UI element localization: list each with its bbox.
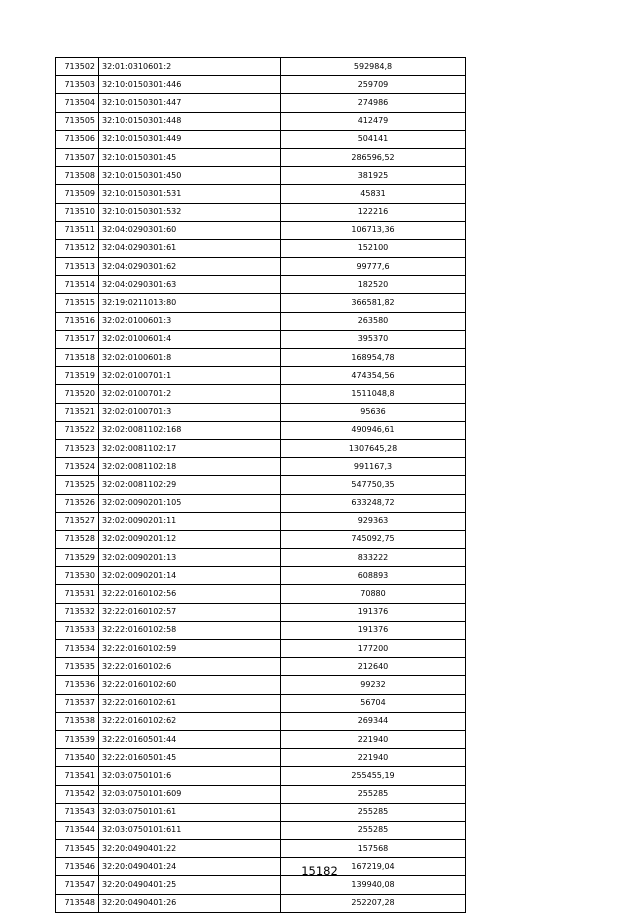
table-row xyxy=(56,749,466,767)
value-cell: 263580 xyxy=(281,312,466,330)
value-cell: 168954,78 xyxy=(281,349,466,367)
table-row xyxy=(56,621,466,639)
value-cell: 381925 xyxy=(281,167,466,185)
value-cell: 221940 xyxy=(281,730,466,748)
row-id-cell: 713545 xyxy=(56,840,99,858)
table-row xyxy=(56,130,466,148)
row-id-cell: 713533 xyxy=(56,621,99,639)
row-id-cell: 713535 xyxy=(56,658,99,676)
table-row xyxy=(56,785,466,803)
value-cell: 366581,82 xyxy=(281,294,466,312)
value-cell: 608893 xyxy=(281,567,466,585)
table-row xyxy=(56,203,466,221)
row-id-cell: 713504 xyxy=(56,94,99,112)
table-row xyxy=(56,530,466,548)
table-row xyxy=(56,567,466,585)
row-id-cell: 713534 xyxy=(56,640,99,658)
row-id-cell: 713527 xyxy=(56,512,99,530)
cadastral-number-cell: 32:04:0290301:60 xyxy=(99,221,281,239)
value-cell: 139940,08 xyxy=(281,876,466,894)
value-cell: 182520 xyxy=(281,276,466,294)
table-row xyxy=(56,821,466,839)
page-number: 15182 xyxy=(301,864,338,878)
cadastral-number-cell: 32:20:0490401:25 xyxy=(99,876,281,894)
cadastral-number-cell: 32:02:0081102:17 xyxy=(99,439,281,457)
row-id-cell: 713511 xyxy=(56,221,99,239)
table-row xyxy=(56,712,466,730)
row-id-cell: 713524 xyxy=(56,458,99,476)
value-cell: 259709 xyxy=(281,76,466,94)
table-row xyxy=(56,385,466,403)
cadastral-number-cell: 32:10:0150301:448 xyxy=(99,112,281,130)
value-cell: 1307645,28 xyxy=(281,439,466,457)
row-id-cell: 713540 xyxy=(56,749,99,767)
cadastral-number-cell: 32:03:0750101:609 xyxy=(99,785,281,803)
row-id-cell: 713547 xyxy=(56,876,99,894)
value-cell: 474354,56 xyxy=(281,367,466,385)
value-cell: 395370 xyxy=(281,330,466,348)
row-id-cell: 713522 xyxy=(56,421,99,439)
value-cell: 177200 xyxy=(281,640,466,658)
value-cell: 1511048,8 xyxy=(281,385,466,403)
row-id-cell: 713519 xyxy=(56,367,99,385)
row-id-cell: 713544 xyxy=(56,821,99,839)
table-row xyxy=(56,439,466,457)
value-cell: 991167,3 xyxy=(281,458,466,476)
value-cell: 252207,28 xyxy=(281,894,466,912)
row-id-cell: 713536 xyxy=(56,676,99,694)
cadastral-number-cell: 32:22:0160501:44 xyxy=(99,730,281,748)
row-id-cell: 713548 xyxy=(56,894,99,912)
value-cell: 106713,36 xyxy=(281,221,466,239)
cadastral-number-cell: 32:22:0160102:56 xyxy=(99,585,281,603)
value-cell: 255455,19 xyxy=(281,767,466,785)
table-row xyxy=(56,585,466,603)
cadastral-number-cell: 32:20:0490401:26 xyxy=(99,894,281,912)
row-id-cell: 713514 xyxy=(56,276,99,294)
row-id-cell: 713503 xyxy=(56,76,99,94)
value-cell: 45831 xyxy=(281,185,466,203)
table-row xyxy=(56,640,466,658)
table-row xyxy=(56,312,466,330)
value-cell: 504141 xyxy=(281,130,466,148)
table-row xyxy=(56,694,466,712)
table-row xyxy=(56,58,466,76)
cadastral-number-cell: 32:02:0081102:29 xyxy=(99,476,281,494)
table-row xyxy=(56,658,466,676)
row-id-cell: 713520 xyxy=(56,385,99,403)
table-row xyxy=(56,512,466,530)
table-row xyxy=(56,294,466,312)
row-id-cell: 713517 xyxy=(56,330,99,348)
value-cell: 99232 xyxy=(281,676,466,694)
table-row xyxy=(56,185,466,203)
cadastral-number-cell: 32:02:0081102:18 xyxy=(99,458,281,476)
row-id-cell: 713525 xyxy=(56,476,99,494)
value-cell: 269344 xyxy=(281,712,466,730)
row-id-cell: 713528 xyxy=(56,530,99,548)
table-row xyxy=(56,276,466,294)
cadastral-number-cell: 32:20:0490401:22 xyxy=(99,840,281,858)
row-id-cell: 713538 xyxy=(56,712,99,730)
cadastral-number-cell: 32:22:0160102:62 xyxy=(99,712,281,730)
value-cell: 157568 xyxy=(281,840,466,858)
table-row xyxy=(56,367,466,385)
table-row xyxy=(56,803,466,821)
value-cell: 191376 xyxy=(281,621,466,639)
table-row xyxy=(56,767,466,785)
cadastral-number-cell: 32:02:0081102:168 xyxy=(99,421,281,439)
table-row xyxy=(56,148,466,166)
cadastral-number-cell: 32:02:0090201:13 xyxy=(99,549,281,567)
row-id-cell: 713529 xyxy=(56,549,99,567)
cadastral-number-cell: 32:03:0750101:61 xyxy=(99,803,281,821)
table-row xyxy=(56,876,466,894)
row-id-cell: 713506 xyxy=(56,130,99,148)
row-id-cell: 713509 xyxy=(56,185,99,203)
table-row xyxy=(56,167,466,185)
cadastral-number-cell: 32:22:0160102:61 xyxy=(99,694,281,712)
row-id-cell: 713541 xyxy=(56,767,99,785)
row-id-cell: 713526 xyxy=(56,494,99,512)
cadastral-number-cell: 32:03:0750101:6 xyxy=(99,767,281,785)
table-row xyxy=(56,476,466,494)
value-cell: 221940 xyxy=(281,749,466,767)
row-id-cell: 713543 xyxy=(56,803,99,821)
row-id-cell: 713523 xyxy=(56,439,99,457)
cadastral-number-cell: 32:04:0290301:62 xyxy=(99,258,281,276)
table-row xyxy=(56,258,466,276)
cadastral-number-cell: 32:10:0150301:447 xyxy=(99,94,281,112)
cadastral-number-cell: 32:02:0100701:1 xyxy=(99,367,281,385)
value-cell: 255285 xyxy=(281,821,466,839)
cadastral-number-cell: 32:10:0150301:45 xyxy=(99,148,281,166)
value-cell: 122216 xyxy=(281,203,466,221)
cadastral-number-cell: 32:10:0150301:446 xyxy=(99,76,281,94)
cadastral-number-cell: 32:22:0160102:58 xyxy=(99,621,281,639)
cadastral-number-cell: 32:10:0150301:450 xyxy=(99,167,281,185)
cadastral-number-cell: 32:02:0090201:14 xyxy=(99,567,281,585)
value-cell: 929363 xyxy=(281,512,466,530)
row-id-cell: 713530 xyxy=(56,567,99,585)
table-row xyxy=(56,421,466,439)
cadastral-number-cell: 32:10:0150301:531 xyxy=(99,185,281,203)
cadastral-number-cell: 32:04:0290301:63 xyxy=(99,276,281,294)
value-cell: 274986 xyxy=(281,94,466,112)
row-id-cell: 713507 xyxy=(56,148,99,166)
value-cell: 212640 xyxy=(281,658,466,676)
cadastral-number-cell: 32:02:0090201:12 xyxy=(99,530,281,548)
row-id-cell: 713512 xyxy=(56,239,99,257)
table-row xyxy=(56,494,466,512)
cadastral-number-cell: 32:01:0310601:2 xyxy=(99,58,281,76)
value-cell: 56704 xyxy=(281,694,466,712)
value-cell: 70880 xyxy=(281,585,466,603)
table-row xyxy=(56,221,466,239)
row-id-cell: 713515 xyxy=(56,294,99,312)
table-row xyxy=(56,458,466,476)
cadastral-number-cell: 32:22:0160102:59 xyxy=(99,640,281,658)
row-id-cell: 713502 xyxy=(56,58,99,76)
cadastral-value-table xyxy=(55,57,466,913)
value-cell: 286596,52 xyxy=(281,148,466,166)
cadastral-number-cell: 32:03:0750101:611 xyxy=(99,821,281,839)
table-row xyxy=(56,239,466,257)
row-id-cell: 713539 xyxy=(56,730,99,748)
cadastral-number-cell: 32:02:0100601:8 xyxy=(99,349,281,367)
cadastral-number-cell: 32:20:0490401:24 xyxy=(99,858,281,876)
value-cell: 255285 xyxy=(281,803,466,821)
row-id-cell: 713505 xyxy=(56,112,99,130)
table-row xyxy=(56,330,466,348)
row-id-cell: 713531 xyxy=(56,585,99,603)
cadastral-number-cell: 32:22:0160501:45 xyxy=(99,749,281,767)
table-row xyxy=(56,112,466,130)
value-cell: 547750,35 xyxy=(281,476,466,494)
value-cell: 167219,04 xyxy=(281,858,466,876)
row-id-cell: 713516 xyxy=(56,312,99,330)
cadastral-number-cell: 32:19:0211013:80 xyxy=(99,294,281,312)
cadastral-number-cell: 32:10:0150301:449 xyxy=(99,130,281,148)
row-id-cell: 713513 xyxy=(56,258,99,276)
cadastral-number-cell: 32:02:0100701:2 xyxy=(99,385,281,403)
row-id-cell: 713521 xyxy=(56,403,99,421)
cadastral-number-cell: 32:02:0090201:105 xyxy=(99,494,281,512)
value-cell: 95636 xyxy=(281,403,466,421)
row-id-cell: 713508 xyxy=(56,167,99,185)
value-cell: 592984,8 xyxy=(281,58,466,76)
table-row xyxy=(56,676,466,694)
table-row xyxy=(56,603,466,621)
value-cell: 490946,61 xyxy=(281,421,466,439)
table-row xyxy=(56,894,466,912)
table-body xyxy=(56,58,466,913)
cadastral-number-cell: 32:02:0100601:4 xyxy=(99,330,281,348)
cadastral-number-cell: 32:02:0100601:3 xyxy=(99,312,281,330)
cadastral-number-cell: 32:10:0150301:532 xyxy=(99,203,281,221)
cadastral-number-cell: 32:22:0160102:57 xyxy=(99,603,281,621)
cadastral-number-cell: 32:02:0100701:3 xyxy=(99,403,281,421)
value-cell: 191376 xyxy=(281,603,466,621)
cadastral-number-cell: 32:22:0160102:60 xyxy=(99,676,281,694)
row-id-cell: 713532 xyxy=(56,603,99,621)
cadastral-number-cell: 32:02:0090201:11 xyxy=(99,512,281,530)
cadastral-number-cell: 32:04:0290301:61 xyxy=(99,239,281,257)
value-cell: 833222 xyxy=(281,549,466,567)
row-id-cell: 713537 xyxy=(56,694,99,712)
value-cell: 255285 xyxy=(281,785,466,803)
table-row xyxy=(56,840,466,858)
row-id-cell: 713518 xyxy=(56,349,99,367)
cadastral-number-cell: 32:22:0160102:6 xyxy=(99,658,281,676)
value-cell: 412479 xyxy=(281,112,466,130)
value-cell: 99777,6 xyxy=(281,258,466,276)
value-cell: 745092,75 xyxy=(281,530,466,548)
table-row xyxy=(56,76,466,94)
row-id-cell: 713542 xyxy=(56,785,99,803)
value-cell: 152100 xyxy=(281,239,466,257)
table-row xyxy=(56,403,466,421)
row-id-cell: 713546 xyxy=(56,858,99,876)
table-row xyxy=(56,549,466,567)
table-row xyxy=(56,730,466,748)
table-row xyxy=(56,349,466,367)
value-cell: 633248,72 xyxy=(281,494,466,512)
row-id-cell: 713510 xyxy=(56,203,99,221)
table-row xyxy=(56,94,466,112)
